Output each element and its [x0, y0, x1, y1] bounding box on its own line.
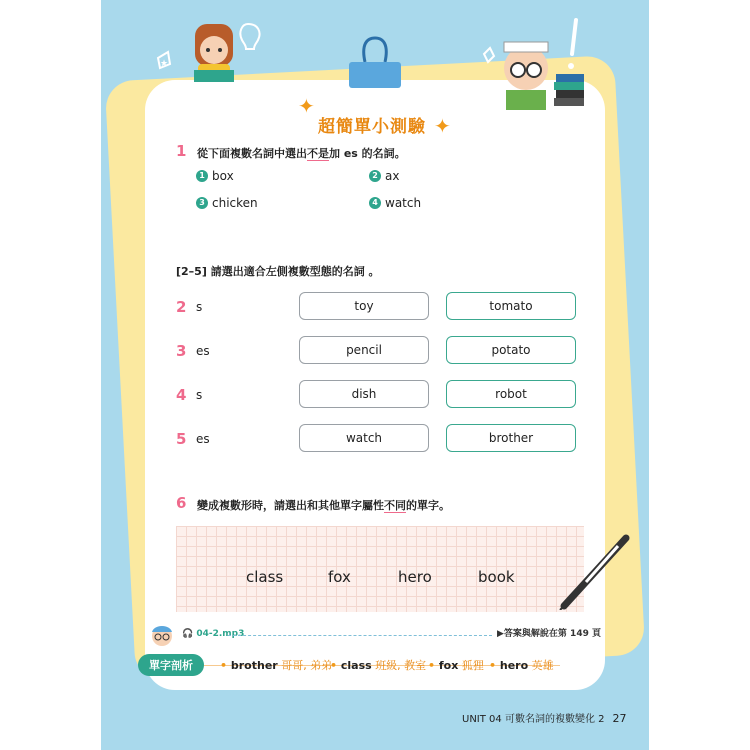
word-option[interactable]: hero: [398, 568, 432, 586]
binder-clip-icon: [345, 36, 405, 92]
vocab-meaning: 英雄: [531, 659, 554, 672]
vocab-meaning: 狐狸: [461, 659, 484, 672]
question-number: 4: [176, 386, 187, 404]
answer-reference: ▶答案與解說在第 149 頁: [497, 629, 601, 639]
option-1[interactable]: [196, 169, 234, 183]
option-number: 2: [369, 170, 381, 182]
instruction-2-5: [2–5] 請選出適合左側複數型態的名詞 。: [176, 265, 380, 278]
vocab-item: • brother 哥哥, 弟弟: [220, 659, 333, 672]
option-number: 3: [196, 197, 208, 209]
question-prompt: [197, 497, 450, 513]
vocab-word: class: [340, 659, 372, 672]
teacher-avatar: [148, 622, 178, 648]
prompt-text: 變成複數形時，請選出和其他單字屬性: [197, 499, 384, 512]
plural-suffix: s: [196, 300, 203, 314]
choice-left[interactable]: watch: [299, 424, 429, 452]
question-number: 6: [176, 494, 187, 512]
headphones-icon: 🎧: [182, 629, 194, 639]
choice-right[interactable]: potato: [446, 336, 576, 364]
word-grid-panel: [176, 526, 584, 612]
choice-left[interactable]: toy: [299, 292, 429, 320]
vocab-item: • fox 狐狸: [428, 659, 484, 672]
vocab-meaning: 班級, 教室: [375, 659, 427, 672]
question-number: 3: [176, 342, 187, 360]
option-number: 4: [369, 197, 381, 209]
question-prompt: [197, 145, 406, 161]
audio-label: 04-2.mp3: [196, 629, 245, 639]
vocab-meaning: 哥哥, 弟弟: [281, 659, 333, 672]
vocab-word: fox: [438, 659, 459, 672]
prompt-emphasis: 不是: [307, 147, 329, 160]
word-option[interactable]: book: [478, 568, 515, 586]
vocab-item: • hero 英雄: [489, 659, 554, 672]
choice-right[interactable]: brother: [446, 424, 576, 452]
vocab-word: hero: [499, 659, 529, 672]
page-number: 27: [612, 712, 627, 725]
option-number: 1: [196, 170, 208, 182]
plural-suffix: es: [196, 432, 210, 446]
word-option[interactable]: class: [246, 568, 284, 586]
vocab-badge: 單字剖析: [138, 654, 204, 676]
option-label: watch: [385, 196, 422, 210]
option-label: ax: [385, 169, 400, 183]
option-3[interactable]: [196, 196, 258, 210]
audio-track[interactable]: [182, 629, 244, 639]
option-4[interactable]: [369, 196, 421, 210]
choice-right[interactable]: tomato: [446, 292, 576, 320]
prompt-text: 的單字。: [406, 499, 450, 512]
question-number: 1: [176, 142, 187, 160]
vocab-item: • class 班級, 教室: [330, 659, 427, 672]
girl-reading-illustration: [150, 18, 270, 88]
prompt-emphasis: 不同: [384, 499, 406, 512]
option-label: chicken: [212, 196, 258, 210]
dashed-divider: [228, 635, 492, 636]
word-option[interactable]: fox: [328, 568, 351, 586]
plural-suffix: es: [196, 344, 210, 358]
question-number: 2: [176, 298, 187, 316]
question-number: 5: [176, 430, 187, 448]
option-label: box: [212, 169, 234, 183]
svg-text:★: ★: [160, 59, 169, 69]
option-2[interactable]: [369, 169, 399, 183]
page-title: 超簡單小測驗: [318, 117, 426, 137]
choice-left[interactable]: pencil: [299, 336, 429, 364]
plural-suffix: s: [196, 388, 203, 402]
vocab-word: brother: [230, 659, 278, 672]
prompt-text: 加 es 的名詞。: [329, 147, 406, 160]
prompt-text: 從下面複數名詞中選出: [197, 147, 307, 160]
choice-left[interactable]: dish: [299, 380, 429, 408]
choice-right[interactable]: robot: [446, 380, 576, 408]
unit-title: UNIT 04 可數名詞的複數變化 2: [462, 714, 605, 725]
sparkle-icon: ✦: [298, 94, 315, 118]
boy-studying-illustration: [476, 16, 596, 112]
sparkle-icon: ✦: [434, 114, 451, 138]
page-footer: [462, 710, 626, 725]
pen-icon: [556, 532, 632, 610]
